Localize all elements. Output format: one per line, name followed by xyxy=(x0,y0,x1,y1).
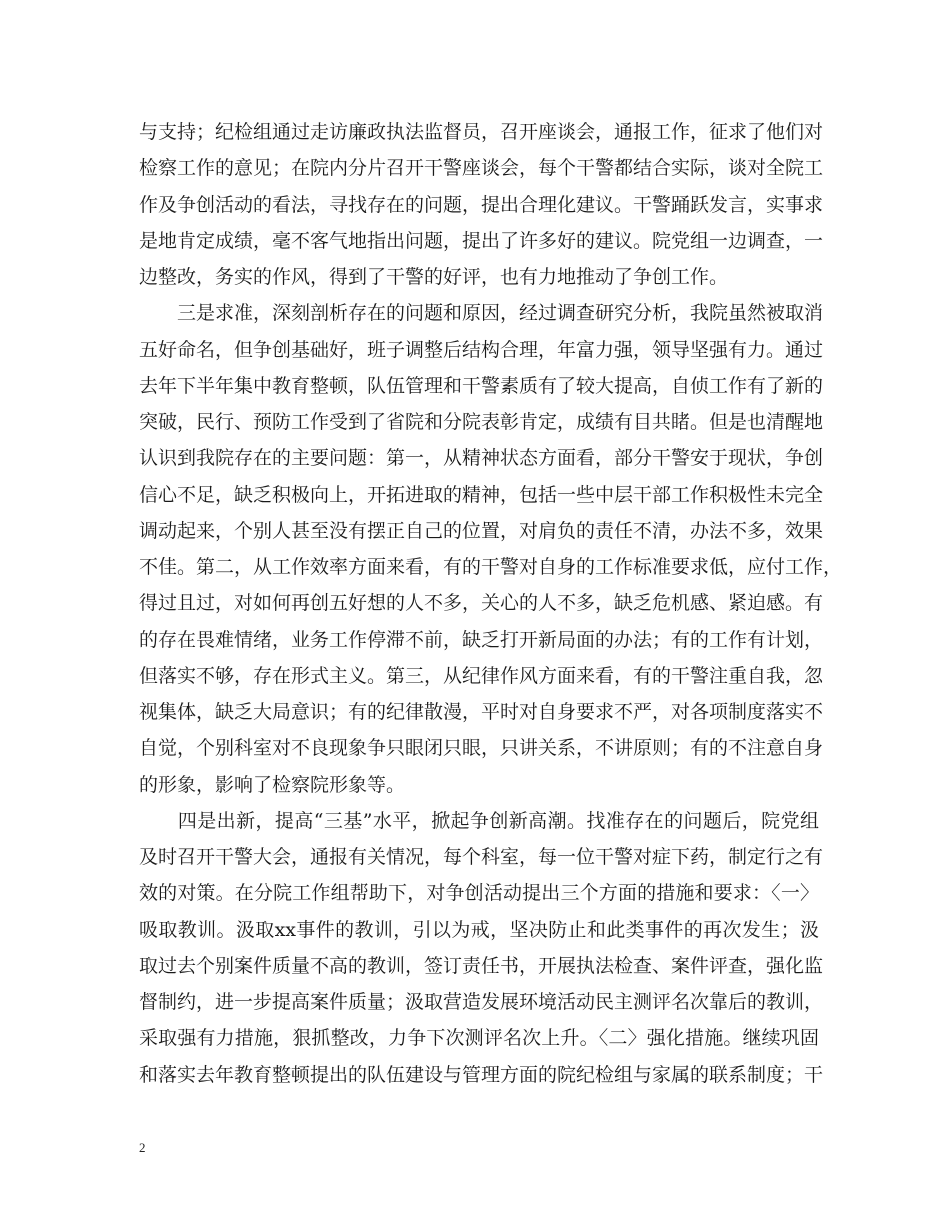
text-line: 视集体，缺乏大局意识；有的纪律散漫，平时对自身要求不严，对各项制度落实不 xyxy=(139,701,824,723)
text-line: 去年下半年集中教育整顿，队伍管理和干警素质有了较大提高，自侦工作有了新的 xyxy=(139,374,824,397)
text-line: 作及争创活动的看法，寻找存在的问题，提出合理化建议。干警踊跃发言，实事求 xyxy=(139,193,824,216)
text-line: 得过且过，对如何再创五好想的人不多，关心的人不多，缺乏危机感、紧迫感。有 xyxy=(139,592,824,615)
text-line: 但落实不够，存在形式主义。第三，从纪律作风方面来看，有的干警注重自我，忽 xyxy=(139,664,824,687)
text-line: 调动起来，个别人甚至没有摆正自己的位置，对肩负的责任不清，办法不多，效果 xyxy=(139,519,824,542)
body-text xyxy=(139,114,843,1093)
text-line: 与支持；纪检组通过走访廉政执法监督员，召开座谈会，通报工作，征求了他们对 xyxy=(139,121,824,143)
text-line: 不佳。第二，从工作效率方面来看，有的干警对自身的工作标准要求低，应付工作， xyxy=(139,556,843,578)
text-line: 五好命名，但争创基础好，班子调整后结构合理，年富力强，领导坚强有力。通过 xyxy=(139,338,824,361)
text-line: 四是出新，提高“三基”水平，掀起争创新高潮。找准存在的问题后，院党组 xyxy=(139,809,819,832)
text-line: 三是求准，深刻剖析存在的问题和原因，经过调查研究分析，我院虽然被取消 xyxy=(139,302,824,325)
text-line: 自觉，个别科室对不良现象争只眼闭只眼，只讲关系，不讲原则；有的不注意自身 xyxy=(139,737,824,760)
text-line: 的形象，影响了检察院形象等。 xyxy=(139,773,406,796)
text-line: 检察工作的意见；在院内分片召开干警座谈会，每个干警都结合实际，谈对全院工 xyxy=(139,157,824,180)
text-line: 突破，民行、预防工作受到了省院和分院表彰肯定，成绩有目共睹。但是也清醒地 xyxy=(139,411,824,433)
paragraph xyxy=(139,114,824,295)
text-line: 采取强有力措施，狠抓整改，力争下次测评名次上升。〈二〉强化措施。继续巩固 xyxy=(139,1027,819,1050)
text-line: 的存在畏难情绪，业务工作停滞不前，缺乏打开新局面的办法；有的工作有计划， xyxy=(139,628,824,651)
text-line: 及时召开干警大会，通报有关情况，每个科室，每一位干警对症下药，制定行之有 xyxy=(139,846,824,868)
text-line: 吸取教训。汲取xx事件的教训，引以为戒，坚决防止和此类事件的再次发生；汲 xyxy=(139,918,819,941)
text-line: 和落实去年教育整顿提出的队伍建设与管理方面的院纪检组与家属的联系制度；干 xyxy=(139,1063,824,1086)
text-line: 取过去个别案件质量不高的教训，签订责任书，开展执法检查、案件评查，强化监 xyxy=(139,954,824,977)
page-number: 2 xyxy=(139,1140,146,1155)
text-line: 认识到我院存在的主要问题：第一，从精神状态方面看，部分干警安于现状，争创 xyxy=(139,447,824,470)
text-line: 信心不足，缺乏积极向上，开拓进取的精神，包括一些中层干部工作积极性未完全 xyxy=(139,483,824,506)
text-line: 效的对策。在分院工作组帮助下，对争创活动提出三个方面的措施和要求：〈一〉 xyxy=(139,882,819,905)
paragraph xyxy=(139,803,824,1093)
text-line: 边整改，务实的作风，得到了干警的好评，也有力地推动了争创工作。 xyxy=(139,266,729,288)
text-line: 督制约，进一步提高案件质量；汲取营造发展环境活动民主测评名次靠后的教训， xyxy=(139,991,824,1013)
paragraph xyxy=(139,295,843,803)
text-line: 是地肯定成绩，毫不客气地指出问题，提出了许多好的建议。院党组一边调查，一 xyxy=(139,229,824,252)
